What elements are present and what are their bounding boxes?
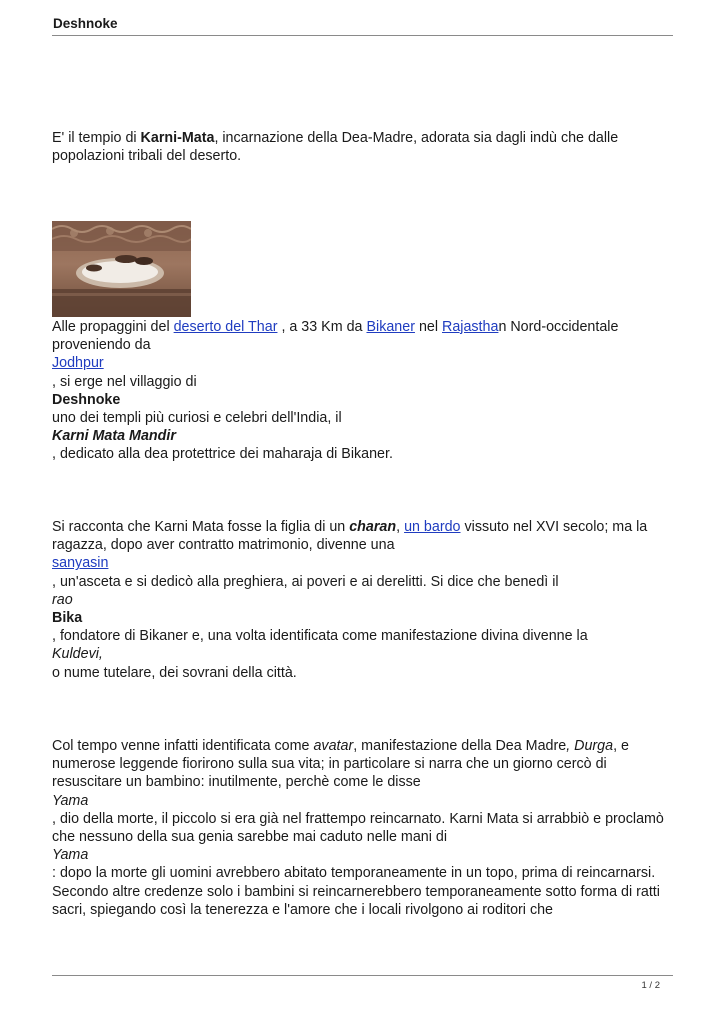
intro-text: E' il tempio di (52, 130, 141, 146)
temple-photo-image (52, 221, 191, 317)
paragraph-line: , dio della morte, il piccolo si era già nel frattempo reincarnato. Karni Mata si arrabbiò e proclamò che nessuno della sua genia sarebbe mai caduto nelle mani di (52, 810, 664, 846)
italic-text: avatar (313, 738, 354, 754)
italic-text: Kuldevi, (52, 646, 103, 663)
intro-bold-name: Karni-Mata (140, 130, 215, 146)
paragraph-text: n Nord-occidentale proveniendo da (52, 319, 619, 354)
paragraph-text: nel (414, 319, 442, 335)
italic-line (52, 792, 677, 810)
paragraph-text: , e numerose leggende fiorirono sulla sua vita; in particolare si narra che un giorno cercò di resuscitare un bambino: inutilmente, perchè come le disse (52, 738, 629, 791)
place-name-deshnoke (52, 391, 677, 409)
italic-text: rao (52, 591, 73, 608)
header-divider (52, 35, 673, 36)
line-sanyasin (52, 554, 677, 572)
bold-text: Deshnoke (52, 391, 121, 408)
paragraph-text: Alle propaggini del (52, 319, 174, 335)
paragraph-text: Si racconta che Karni Mata fosse la figlia di un (52, 519, 350, 535)
paragraph-text: , a 33 Km da (277, 319, 367, 335)
paragraph-line: , un'asceta e si dedicò alla preghiera, ai poveri e ai derelitti. Si dice che benedì il (52, 573, 559, 590)
line-jodhpur (52, 354, 677, 372)
paragraph-location (52, 318, 677, 464)
bold-italic-text: charan (349, 519, 397, 535)
intro-text-2: , incarnazione della Dea-Madre, adorata sia dagli indù che dalle popolazioni tribali del deserto. (52, 130, 619, 165)
italic-line (52, 846, 677, 864)
footer-divider (52, 975, 673, 976)
temple-name (52, 427, 677, 445)
paragraph-line: , dedicato alla dea protettrice dei maharaja di Bikaner. (52, 446, 393, 463)
italic-text: Yama (52, 847, 89, 864)
paragraph-avatar (52, 737, 677, 919)
italic-text: Yama (52, 792, 89, 809)
paragraph-line: , si erge nel villaggio di (52, 373, 197, 390)
page-header-title: Deshnoke (53, 16, 118, 31)
link-sanyasin[interactable]: sanyasin (52, 555, 109, 572)
temple-photo (52, 221, 191, 317)
paragraph-line: o nume tutelare, dei sovrani della città. (52, 664, 297, 681)
paragraph-text: Col tempo venne infatti identificata come (52, 738, 314, 754)
paragraph-line: , fondatore di Bikaner e, una volta identificata come manifestazione divina divenne la (52, 628, 588, 645)
link-rajastha[interactable]: Rajastha (442, 319, 499, 335)
link-un-bardo[interactable]: un bardo (404, 519, 461, 535)
link-jodhpur[interactable]: Jodhpur (52, 355, 104, 372)
italic-line (52, 591, 677, 609)
bold-line (52, 609, 677, 627)
page-number: 1 / 2 (641, 980, 660, 991)
bold-text: Bika (52, 610, 83, 627)
paragraph-text: vissuto nel XVI secolo; ma la ragazza, dopo aver contratto matrimonio, divenne una (52, 519, 648, 554)
italic-text: , Durga (566, 738, 614, 754)
paragraph-text: , manifestazione della Dea Madre (353, 738, 567, 754)
paragraph-line: uno dei templi più curiosi e celebri dell'India, il (52, 410, 342, 427)
bold-italic-text: Karni Mata Mandir (52, 428, 176, 445)
paragraph-text: , (396, 519, 405, 535)
italic-line (52, 645, 677, 663)
paragraph-legend (52, 518, 677, 682)
link-deserto-del-thar[interactable]: deserto del Thar (173, 319, 278, 335)
intro-paragraph (52, 129, 677, 165)
link-bikaner[interactable]: Bikaner (366, 319, 415, 335)
paragraph-line: : dopo la morte gli uomini avrebbero abitato temporaneamente in un topo, prima di reincarnarsi. Secondo altre credenze solo i bambini si reincarnerebbero temporaneamente sotto forma di ratti sacri, spiegando così la tenerezza e l'amore che i locali rivolgono ai roditori che (52, 865, 660, 918)
